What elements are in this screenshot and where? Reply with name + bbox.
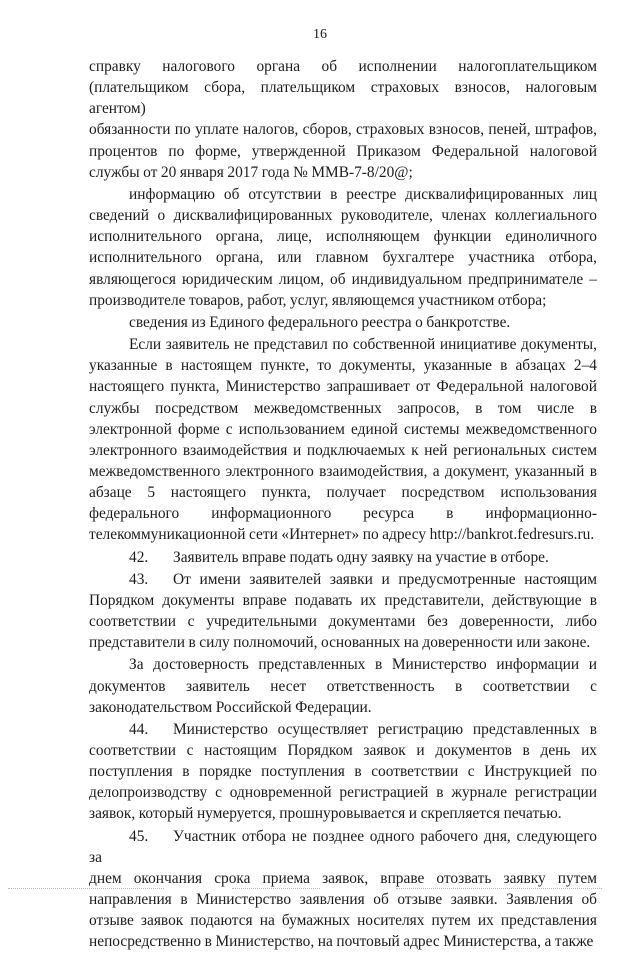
item-text: От имени заявителей заявки и предусмотренные настоящим [173,570,597,588]
footer-mark [8,888,164,889]
text-line: днем окончания срока приема заявок, вправе отозвать заявку путем [89,869,597,887]
text-line: поступления в порядке поступления в соответствии с Инструкцией по [89,763,597,781]
text-line: сведений о дисквалифицированных руководителе, членах коллегиального [89,207,597,225]
text-line: заявок, который нумеруется, прошнуровывается и скрепляется печатью. [89,805,562,823]
text-line: сведения из Единого федерального реестра о банкротстве. [129,313,511,331]
item-text: Участник отбора не позднее одного рабочего дня, следующего за [89,827,597,866]
item-number: 42. [129,548,149,566]
item-text: Министерство осуществляет регистрацию представленных в [173,720,597,738]
text-line: являющегося юридическим лицом, об индивидуальном предпринимателе – [89,270,597,288]
text-line: соответствии с учредительными документами без доверенности, либо [89,613,597,631]
text-line: абзаце 5 настоящего пункта, получает посредством использования [89,484,597,502]
footer-mark [396,888,602,889]
item-text: Заявитель вправе подать одну заявку на участие в отборе. [173,548,549,566]
text-line: производителе товаров, работ, услуг, являющемся участником отбора; [89,291,547,309]
page-footer-scan-marks [0,888,640,892]
text-line: службы от 20 января 2017 года № ММВ-7-8/20@; [89,163,413,181]
text-line: (плательщиком сбора, плательщиком страховых взносов, налоговым агентом) [89,79,597,118]
text-line [89,569,597,590]
text-line: исполнительного органа, лице, исполняющем функции единоличного [89,228,597,246]
item-number: 45. [129,827,149,845]
text-line: информацию об отсутствии в реестре дисквалифицированных лиц [129,185,597,203]
text-line: указанные в настоящем пункте, то документы, указанные в абзацах 2–4 [89,357,597,375]
text-line: процентов по форме, утвержденной Приказом Федеральной налоговой [89,142,597,160]
text-line: электронной форме с использованием единой системы межведомственного [89,420,597,438]
text-line: обязанности по уплате налогов, сборов, страховых взносов, пеней, штрафов, [89,121,597,139]
page-number: 16 [313,27,327,42]
document-body [89,56,597,953]
text-line: межведомственного электронного взаимодействия, а документ, указанный в [89,462,597,480]
text-line: законодательством Российской Федерации. [89,698,372,716]
text-line: электронного взаимодействия и подключаемых к ней региональных систем [89,441,597,459]
text-line: справку налогового органа об исполнении налогоплательщиком [89,58,597,75]
text-line: службы посредством межведомственных запросов, в том числе в [89,399,597,417]
text-line: отзыве заявок подаются на бумажных носителях путем их представления [89,912,597,930]
text-line: настоящего пункта, Министерство запрашивает от Федеральной налоговой [89,378,597,396]
text-line: представители в силу полномочий, основанных на доверенности или законе. [89,634,591,652]
text-line: соответствии с настоящим Порядком заявок и документов в день их [89,742,597,759]
text-line: направления в Министерство заявления об отзыве заявки. Заявления об [89,891,597,909]
text-line: делопроизводству с одновременной регистрацией в журнале регистрации [89,784,597,802]
text-line: За достоверность представленных в Министерство информации и [129,656,597,674]
text-line: документов заявитель несет ответственность в соответствии с [89,677,597,695]
text-line: Если заявитель не представил по собственной инициативе документы, [129,336,597,354]
text-line [89,719,597,740]
text-line [89,547,597,568]
item-number: 44. [129,720,149,738]
text-line: телекоммуникационной сети «Интернет» по адресу http://bankrot.fedresurs.ru. [89,526,595,544]
text-line: Порядком документы вправе подавать их представители, действующие в [89,591,597,609]
text-line [89,826,597,868]
text-line: исполнительного органа, или главном бухгалтере участника отбора, [89,249,597,267]
text-line: федерального информационного ресурса в информационно- [89,505,597,523]
text-line: непосредственно в Министерство, на почтовый адрес Министерства, а также [89,933,594,951]
item-number: 43. [129,570,149,588]
footer-mark [232,888,320,889]
